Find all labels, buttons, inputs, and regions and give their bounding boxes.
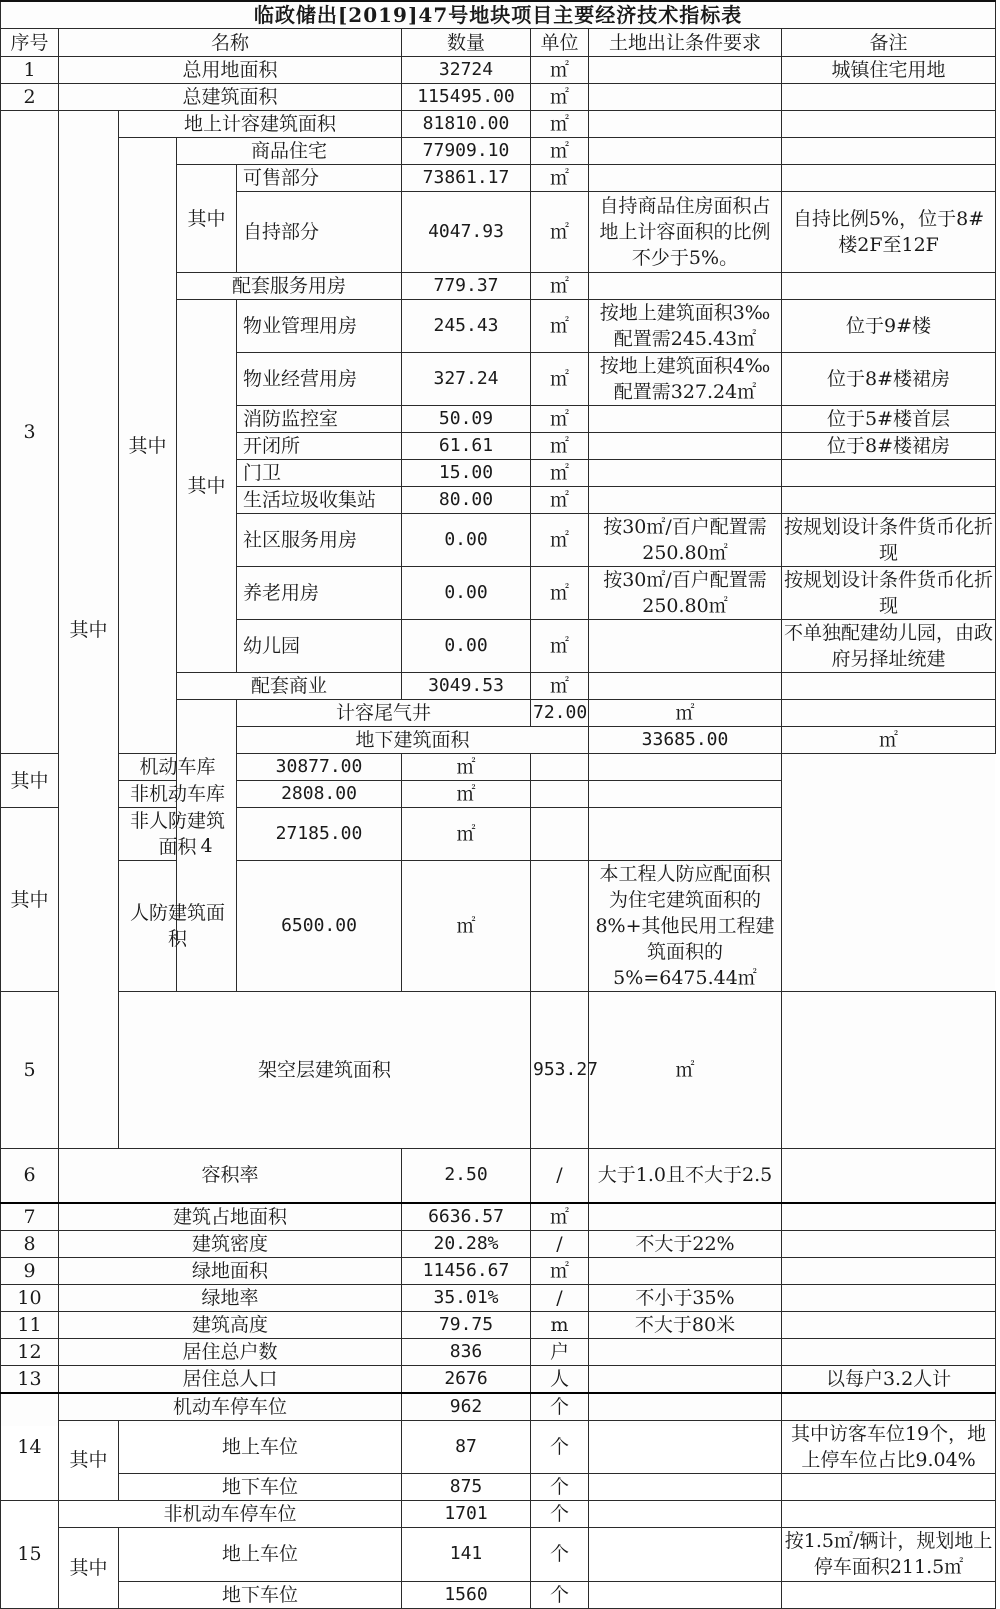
qty-cell: 50.09 (402, 406, 531, 433)
qty-cell: 4047.93 (402, 192, 531, 273)
note-cell (782, 460, 996, 487)
name-cell: 地上计容建筑面积 (119, 111, 402, 138)
unit-cell: ㎡ (531, 138, 589, 165)
group-label: 其中 (1, 754, 59, 808)
unit-cell: 个 (531, 1500, 589, 1527)
condition-cell (589, 84, 782, 111)
seq-cell: 5 (1, 992, 59, 1149)
seq-cell: 8 (1, 1230, 59, 1257)
seq-cell: 1 (1, 57, 59, 84)
name-cell: 可售部分 (237, 165, 402, 192)
name-cell: 门卫 (237, 460, 402, 487)
qty-cell: 1560 (402, 1581, 531, 1608)
header-note: 备注 (782, 29, 996, 57)
qty-cell: 327.24 (402, 353, 531, 406)
qty-cell: 6636.57 (402, 1203, 531, 1231)
unit-cell: ㎡ (531, 84, 589, 111)
note-cell (782, 273, 996, 300)
unit-cell: ㎡ (402, 781, 531, 808)
seq-cell: 6 (1, 1149, 59, 1203)
condition-cell (589, 1257, 782, 1284)
unit-cell: 个 (531, 1473, 589, 1500)
name-cell: 地上车位 (119, 1420, 402, 1473)
seq-cell: 11 (1, 1311, 59, 1338)
qty-cell: 245.43 (402, 300, 531, 353)
name-cell: 非人防建筑面积 (119, 808, 237, 861)
header-name: 名称 (59, 29, 402, 57)
condition-cell (589, 1500, 782, 1527)
qty-cell: 962 (402, 1393, 531, 1421)
qty-cell: 2.50 (402, 1149, 531, 1203)
note-cell (782, 84, 996, 111)
qty-cell: 0.00 (402, 620, 531, 673)
name-cell: 总建筑面积 (59, 84, 402, 111)
qty-cell: 61.61 (402, 433, 531, 460)
condition-cell (589, 1581, 782, 1608)
condition-cell (589, 1338, 782, 1365)
unit-cell: ㎡ (531, 353, 589, 406)
name-cell: 地下车位 (119, 1581, 402, 1608)
name-cell: 绿地面积 (59, 1257, 402, 1284)
qty-cell: 87 (402, 1420, 531, 1473)
qty-cell: 875 (402, 1473, 531, 1500)
seq-cell: 2 (1, 84, 59, 111)
condition-cell (589, 138, 782, 165)
note-cell (782, 1581, 996, 1608)
name-cell: 建筑密度 (59, 1230, 402, 1257)
group-label: 其中 (177, 165, 237, 273)
header-condition: 土地出让条件要求 (589, 29, 782, 57)
note-cell: 城镇住宅用地 (782, 57, 996, 84)
qty-cell: 79.75 (402, 1311, 531, 1338)
unit-cell: ㎡ (589, 700, 782, 727)
seq-cell: 9 (1, 1257, 59, 1284)
note-cell: 位于8#楼裙房 (782, 353, 996, 406)
qty-cell: 779.37 (402, 273, 531, 300)
name-cell: 配套商业 (177, 673, 402, 700)
seq-cell: 10 (1, 1284, 59, 1311)
qty-cell: 3049.53 (402, 673, 531, 700)
note-cell (782, 111, 996, 138)
unit-cell: / (531, 1149, 589, 1203)
note-cell: 自持比例5%，位于8#楼2F至12F (782, 192, 996, 273)
name-cell: 物业经营用房 (237, 353, 402, 406)
group-label: 其中 (1, 808, 59, 992)
condition-cell (589, 620, 782, 673)
qty-cell: 73861.17 (402, 165, 531, 192)
qty-cell: 80.00 (402, 487, 531, 514)
note-cell (782, 138, 996, 165)
note-cell: 以每户3.2人计 (782, 1365, 996, 1393)
unit-cell: ㎡ (531, 433, 589, 460)
unit-cell: m (531, 1311, 589, 1338)
condition-cell (589, 1420, 782, 1473)
unit-cell: ㎡ (531, 57, 589, 84)
qty-cell: 35.01% (402, 1284, 531, 1311)
note-cell: 位于9#楼 (782, 300, 996, 353)
note-cell (782, 1500, 996, 1527)
note-cell: 位于5#楼首层 (782, 406, 996, 433)
qty-cell: 33685.00 (589, 727, 782, 754)
unit-cell: ㎡ (531, 460, 589, 487)
unit-cell: ㎡ (531, 1257, 589, 1284)
group-label: 其中 (59, 111, 119, 1149)
qty-cell: 77909.10 (402, 138, 531, 165)
unit-cell: ㎡ (531, 1203, 589, 1231)
qty-cell: 30877.00 (237, 754, 402, 781)
name-cell: 容积率 (59, 1149, 402, 1203)
condition-cell (589, 406, 782, 433)
header-seq: 序号 (1, 29, 59, 57)
name-cell: 建筑占地面积 (59, 1203, 402, 1231)
name-cell: 居住总户数 (59, 1338, 402, 1365)
qty-cell: 15.00 (402, 460, 531, 487)
unit-cell: 个 (531, 1581, 589, 1608)
note-cell: 本工程人防应配面积为住宅建筑面积的8%+其他民用工程建筑面积的5%=6475.44㎡ (589, 861, 782, 992)
name-cell: 配套服务用房 (177, 273, 402, 300)
condition-cell (589, 111, 782, 138)
name-cell: 总用地面积 (59, 57, 402, 84)
note-cell (589, 754, 782, 781)
name-cell: 开闭所 (237, 433, 402, 460)
condition-cell: 不大于22% (589, 1230, 782, 1257)
unit-cell: ㎡ (531, 192, 589, 273)
condition-cell (589, 165, 782, 192)
qty-cell: 81810.00 (402, 111, 531, 138)
name-cell: 地上车位 (119, 1527, 402, 1581)
condition-cell: 按地上建筑面积3‰配置需245.43㎡ (589, 300, 782, 353)
note-cell (782, 165, 996, 192)
note-cell (782, 1311, 996, 1338)
unit-cell: 个 (531, 1393, 589, 1421)
group-label: 其中 (59, 1527, 119, 1608)
note-cell: 按规划设计条件货币化折现 (782, 514, 996, 567)
condition-cell (589, 1527, 782, 1581)
condition-cell: 按地上建筑面积4‰配置需327.24㎡ (589, 353, 782, 406)
unit-cell: 户 (531, 1338, 589, 1365)
note-cell (782, 1203, 996, 1231)
qty-cell: 27185.00 (237, 808, 402, 861)
note-cell (782, 673, 996, 700)
condition-cell (589, 487, 782, 514)
name-cell: 建筑高度 (59, 1311, 402, 1338)
unit-cell: ㎡ (531, 487, 589, 514)
name-cell: 社区服务用房 (237, 514, 402, 567)
condition-cell (782, 992, 996, 1149)
seq-cell: 7 (1, 1203, 59, 1231)
group-label: 其中 (177, 300, 237, 673)
header-unit: 单位 (531, 29, 589, 57)
name-cell: 计容尾气井 (237, 700, 531, 727)
qty-cell: 1701 (402, 1500, 531, 1527)
name-cell: 机动车停车位 (59, 1393, 402, 1421)
name-cell: 自持部分 (237, 192, 402, 273)
unit-cell: ㎡ (531, 300, 589, 353)
condition-cell: 自持商品住房面积占地上计容面积的比例不少于5%。 (589, 192, 782, 273)
note-cell (782, 1284, 996, 1311)
unit-cell: ㎡ (531, 620, 589, 673)
group-label: 其中 (119, 138, 177, 754)
name-cell: 地下车位 (119, 1473, 402, 1500)
seq-cell: 13 (1, 1365, 59, 1393)
unit-cell: ㎡ (531, 111, 589, 138)
qty-cell: 953.27 (531, 992, 589, 1149)
name-cell: 非机动车停车位 (59, 1500, 402, 1527)
name-cell: 绿地率 (59, 1284, 402, 1311)
condition-cell (589, 433, 782, 460)
name-cell: 机动车库 (119, 754, 237, 781)
name-cell: 养老用房 (237, 567, 402, 620)
condition-cell (589, 57, 782, 84)
qty-cell: 0.00 (402, 567, 531, 620)
note-cell (782, 1338, 996, 1365)
unit-cell: ㎡ (531, 567, 589, 620)
qty-cell: 0.00 (402, 514, 531, 567)
unit-cell: ㎡ (531, 273, 589, 300)
unit-cell: ㎡ (531, 514, 589, 567)
note-cell: 位于8#楼裙房 (782, 433, 996, 460)
note-cell (782, 1393, 996, 1421)
qty-cell: 6500.00 (237, 861, 402, 992)
name-cell: 物业管理用房 (237, 300, 402, 353)
note-cell (782, 487, 996, 514)
qty-cell: 20.28% (402, 1230, 531, 1257)
name-cell: 幼儿园 (237, 620, 402, 673)
name-cell: 架空层建筑面积 (119, 992, 531, 1149)
qty-cell: 11456.67 (402, 1257, 531, 1284)
note-cell (589, 808, 782, 861)
name-cell: 生活垃圾收集站 (237, 487, 402, 514)
unit-cell: ㎡ (402, 754, 531, 781)
unit-cell: ㎡ (531, 406, 589, 433)
condition-cell: 大于1.0且不大于2.5 (589, 1149, 782, 1203)
name-cell: 地下建筑面积 (237, 727, 589, 754)
note-cell (782, 1230, 996, 1257)
unit-cell: ㎡ (402, 861, 531, 992)
unit-cell: ㎡ (531, 165, 589, 192)
table-title: 临政储出[2019]47号地块项目主要经济技术指标表 (1, 1, 996, 29)
seq-cell: 4 (177, 700, 237, 992)
seq-cell: 3 (1, 111, 59, 754)
unit-cell: ㎡ (531, 673, 589, 700)
condition-cell (531, 808, 589, 861)
note-cell (782, 1473, 996, 1500)
unit-cell: 个 (531, 1420, 589, 1473)
note-cell: 不单独配建幼儿园，由政府另择址统建 (782, 620, 996, 673)
condition-cell: 按30㎡/百户配置需250.80㎡ (589, 567, 782, 620)
unit-cell: ㎡ (589, 992, 782, 1149)
condition-cell (782, 700, 996, 727)
condition-cell (589, 1393, 782, 1421)
unit-cell: / (531, 1284, 589, 1311)
condition-cell (589, 1473, 782, 1500)
name-cell: 人防建筑面积 (119, 861, 237, 992)
condition-cell (531, 861, 589, 992)
condition-cell (531, 781, 589, 808)
note-cell (782, 1149, 996, 1203)
qty-cell: 72.00 (531, 700, 589, 727)
name-cell: 消防监控室 (237, 406, 402, 433)
name-cell: 商品住宅 (177, 138, 402, 165)
condition-cell: 不小于35% (589, 1284, 782, 1311)
condition-cell (589, 273, 782, 300)
seq-cell: 14 (1, 1393, 59, 1501)
note-cell (782, 1257, 996, 1284)
note-cell: 按1.5㎡/辆计，规划地上停车面积211.5㎡ (782, 1527, 996, 1581)
seq-cell: 15 (1, 1500, 59, 1608)
qty-cell: 836 (402, 1338, 531, 1365)
qty-cell: 2676 (402, 1365, 531, 1393)
unit-cell: ㎡ (782, 727, 996, 754)
name-cell: 非机动车库 (119, 781, 237, 808)
unit-cell: 个 (531, 1527, 589, 1581)
condition-cell (589, 1203, 782, 1231)
condition-cell: 按30㎡/百户配置需250.80㎡ (589, 514, 782, 567)
unit-cell: 人 (531, 1365, 589, 1393)
unit-cell: ㎡ (402, 808, 531, 861)
unit-cell: / (531, 1230, 589, 1257)
note-cell: 按规划设计条件货币化折现 (782, 567, 996, 620)
qty-cell: 141 (402, 1527, 531, 1581)
seq-cell: 12 (1, 1338, 59, 1365)
qty-cell: 115495.00 (402, 84, 531, 111)
qty-cell: 32724 (402, 57, 531, 84)
header-qty: 数量 (402, 29, 531, 57)
name-cell: 居住总人口 (59, 1365, 402, 1393)
condition-cell (531, 754, 589, 781)
condition-cell (589, 673, 782, 700)
condition-cell (589, 460, 782, 487)
group-label: 其中 (59, 1420, 119, 1500)
note-cell (589, 781, 782, 808)
qty-cell: 2808.00 (237, 781, 402, 808)
condition-cell: 不大于80米 (589, 1311, 782, 1338)
condition-cell (589, 1365, 782, 1393)
note-cell: 其中访客车位19个，地上停车位占比9.04% (782, 1420, 996, 1473)
